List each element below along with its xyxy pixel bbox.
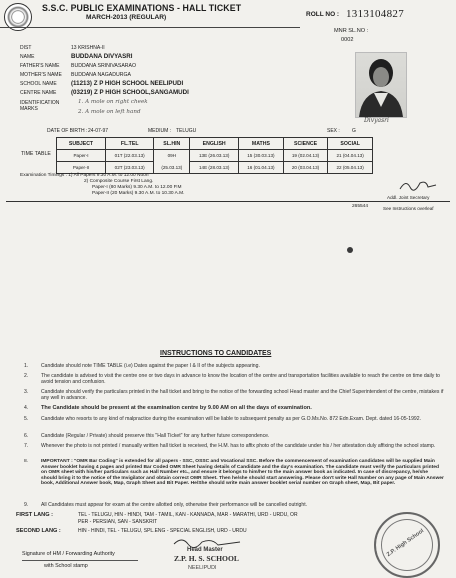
authority-signature-icon bbox=[398, 177, 438, 193]
table-cell: Paper-II bbox=[57, 162, 106, 174]
table-row bbox=[57, 150, 373, 162]
field-label-name: NAME bbox=[20, 54, 35, 60]
ticket-subtitle: MARCH-2013 (REGULAR) bbox=[86, 14, 167, 21]
first-lang-value-2: PER - PERSIAN, SAN - SANSKRIT bbox=[78, 519, 158, 525]
medium-value: TELUGU bbox=[176, 128, 197, 134]
exam-timing-1: Examination Timings : 1) All Papers 9.30 A.M. to 12.00 Noon bbox=[20, 173, 149, 178]
table-cell: 15 (30.03.13) bbox=[239, 150, 284, 162]
table-cell: 01T (22.03.13) bbox=[106, 150, 154, 162]
second-lang-label: SECOND LANG : bbox=[16, 528, 61, 534]
field-label-mother: MOTHER'S NAME bbox=[20, 72, 62, 78]
field-value-centre: (03219) Z P HIGH SCHOOL,SANGAMUDI bbox=[71, 89, 189, 96]
instruction-item: 7. Whenever the photo is not printed / manually written hall ticket is received, the H.M. has to affix photo of the candidate under his / her attestation duly affixing the school stamp. bbox=[24, 443, 436, 449]
table-row bbox=[57, 162, 373, 174]
timetable-header: SCIENCE bbox=[283, 138, 328, 150]
instruction-item: 1. Candidate should note TIME TABLE (i.e) Dates against the paper I & II of the subjects appearing. bbox=[24, 363, 260, 369]
stamp-place-text: NEELIPUDI bbox=[188, 565, 217, 571]
roll-no-value: 1313104827 bbox=[346, 8, 404, 20]
table-cell: 19 (02.04.13) bbox=[283, 150, 328, 162]
timetable-header: SL.HIN bbox=[154, 138, 190, 150]
exam-timing-2: 2) Composite Course First Lang. bbox=[84, 179, 154, 184]
table-cell: 09H bbox=[154, 150, 190, 162]
timetable-header: MATHS bbox=[239, 138, 284, 150]
table-cell: 14E (28.03.13) bbox=[190, 162, 239, 174]
table-cell: 02T (23.03.13) bbox=[106, 162, 154, 174]
field-label-centre: CENTRE NAME bbox=[20, 90, 57, 96]
timetable-header: ENGLISH bbox=[190, 138, 239, 150]
exam-timing-3: Paper-I (80 Marks) 9.30 A.M. to 12.00 P.M bbox=[92, 185, 182, 190]
field-label-father: FATHER'S NAME bbox=[20, 63, 60, 69]
instruction-item: 2. The candidate is advised to visit the centre one or two days in advance to know the location of the centre and transportation facilities available to reach the centre on time daily to avoid tension and confusion. bbox=[24, 373, 440, 386]
hm-signature-underline bbox=[22, 560, 138, 561]
identification-mark-1: 1. A mole on right cheek bbox=[78, 99, 148, 105]
table-cell: 20 (03.04.13) bbox=[283, 162, 328, 174]
instruction-item: 4. The Candidate should be present at the examination centre by 9.00 AM on all the days of examination. bbox=[24, 405, 312, 411]
instruction-item: 6. Candidate (Regular / Private) should preserve this "Hall Ticket" for any further future correspondence. bbox=[24, 433, 270, 439]
second-lang-value: HIN - HINDI, TEL - TELUGU, SPL.ENG - SPECIAL ENGLISH, URD - URDU bbox=[78, 528, 247, 534]
round-seal-text: Z.P. High School bbox=[385, 528, 426, 559]
header-divider bbox=[0, 27, 300, 28]
field-label-dist: DIST bbox=[20, 45, 32, 51]
mnr-value: 0002 bbox=[341, 37, 354, 43]
sex-label: SEX : bbox=[327, 128, 340, 134]
timetable-header: FL.TEL bbox=[106, 138, 154, 150]
table-cell: 22 (05.04.13) bbox=[328, 162, 373, 174]
candidate-photo bbox=[355, 52, 407, 118]
photo-signature: Divyasri bbox=[364, 117, 389, 124]
instructions-title: INSTRUCTIONS TO CANDIDATES bbox=[160, 350, 272, 357]
field-value-father: BUDDANA SRINIVASARAO bbox=[71, 63, 137, 69]
field-value-name: BUDDANA DIVYASRI bbox=[71, 53, 133, 60]
hm-signature-caption-2: with School stamp bbox=[44, 563, 88, 569]
instruction-item: 8. IMPORTANT : "OMR Bar Coding" is extended for all papers - SSC, OSSC and Vocational SSC. Before the commencement of examination candidates will be supplied Main Answer booklet having 4 pages and printed Bar Coded OMR Sheet having details of Candidate and the day's examination. The candidate must verify the particulars printed on OMR sheet with his/her particulars such as Hall Number etc., and ensure it belongs to him/her to the main answer book as indicated. In case of discrepancy, he/she should bring it to the notice of the Invigilator and obtain correct OMR Sheet. Then he/she should start answering. Please don't write Hall Number on any page of Main Answer book, Additional Answer book, Map, Graph Sheet and Bit Paper. He/She should write main answer booklet serial number on Graph sheet, Map, Bit paper. bbox=[24, 459, 444, 487]
table-cell: Paper-I bbox=[57, 150, 106, 162]
mnr-label: MNR SL.NO : bbox=[334, 28, 369, 34]
dob-label: DATE OF BIRTH : bbox=[47, 128, 88, 134]
table-cell: 16 (01.04.13) bbox=[239, 162, 284, 174]
school-stamp-text: Z.P. H. S. SCHOOL bbox=[174, 554, 239, 563]
head-master-label: Head Master bbox=[187, 547, 223, 553]
ticket-title: S.S.C. PUBLIC EXAMINATIONS - HALL TICKET bbox=[42, 3, 242, 13]
instruction-item: 9. All Candidates must appear for exam at the centre allotted only, otherwise their performance will be cancelled outright. bbox=[24, 502, 308, 508]
medium-label: MEDIUM : bbox=[148, 128, 172, 134]
instruction-item: 3. Candidate should verify the particulars printed in the hall ticket and bring to the notice of the forwarding school Head master and the Chief Superintendent of the centre, mistakes if any well in advance. bbox=[24, 389, 444, 402]
first-lang-label: FIRST LANG : bbox=[16, 512, 53, 518]
timetable-header: SOCIAL bbox=[328, 138, 373, 150]
hm-signature-caption: Signature of HM / Forwarding Authority bbox=[22, 551, 115, 557]
field-label-identification: IDENTIFICATION MARKS bbox=[20, 100, 60, 112]
table-cell: 13E (26.03.13) bbox=[190, 150, 239, 162]
instructions-note: See Instructions overleaf bbox=[383, 206, 434, 211]
field-value-mother: BUDDANA NAGADURGA bbox=[71, 72, 131, 78]
first-lang-value: TEL - TELUGU, HIN - HINDI, TAM - TAMIL, KAN - KANNADA, MAR - MARATHI, URD - URDU, OR bbox=[78, 512, 298, 518]
timetable-label: TIME TABLE bbox=[21, 151, 51, 157]
authority-label: Addl. Joint Secretary bbox=[387, 195, 430, 200]
ticket-bottom-border bbox=[6, 201, 450, 202]
timetable-header: SUBJECT bbox=[57, 138, 106, 150]
person-silhouette-icon bbox=[356, 53, 406, 117]
sex-value: G bbox=[352, 128, 356, 134]
school-round-seal-icon bbox=[374, 512, 440, 578]
timetable bbox=[56, 137, 373, 174]
exam-timing-4: Paper-II (20 Marks) 9.30 A.M. to 10.30 A.M. bbox=[92, 191, 185, 196]
instruction-item: 5. Candidate who resorts to any kind of malpractice during the examination will be liable to subsequent penalty as per G.O.Ms.No. 872 Edn.Exam. Dept. dated 16-05-1992. bbox=[24, 416, 421, 422]
roll-no-label: ROLL NO : bbox=[306, 11, 340, 18]
field-value-school: (11213) Z P HIGH SCHOOL NEELIPUDI bbox=[71, 80, 184, 87]
punch-hole-icon bbox=[347, 247, 353, 253]
field-label-school: SCHOOL NAME bbox=[20, 81, 57, 87]
field-value-dist: 13 KRISHNA-II bbox=[71, 45, 105, 51]
table-cell: (25.03.13) bbox=[154, 162, 190, 174]
ticket-serial: 265544 bbox=[352, 204, 369, 209]
dob-value: 24-07-97 bbox=[88, 128, 109, 134]
table-cell: 21 (04.04.13) bbox=[328, 150, 373, 162]
timetable-header-row bbox=[57, 138, 373, 150]
identification-mark-2: 2. A mole on left hand bbox=[78, 109, 141, 115]
